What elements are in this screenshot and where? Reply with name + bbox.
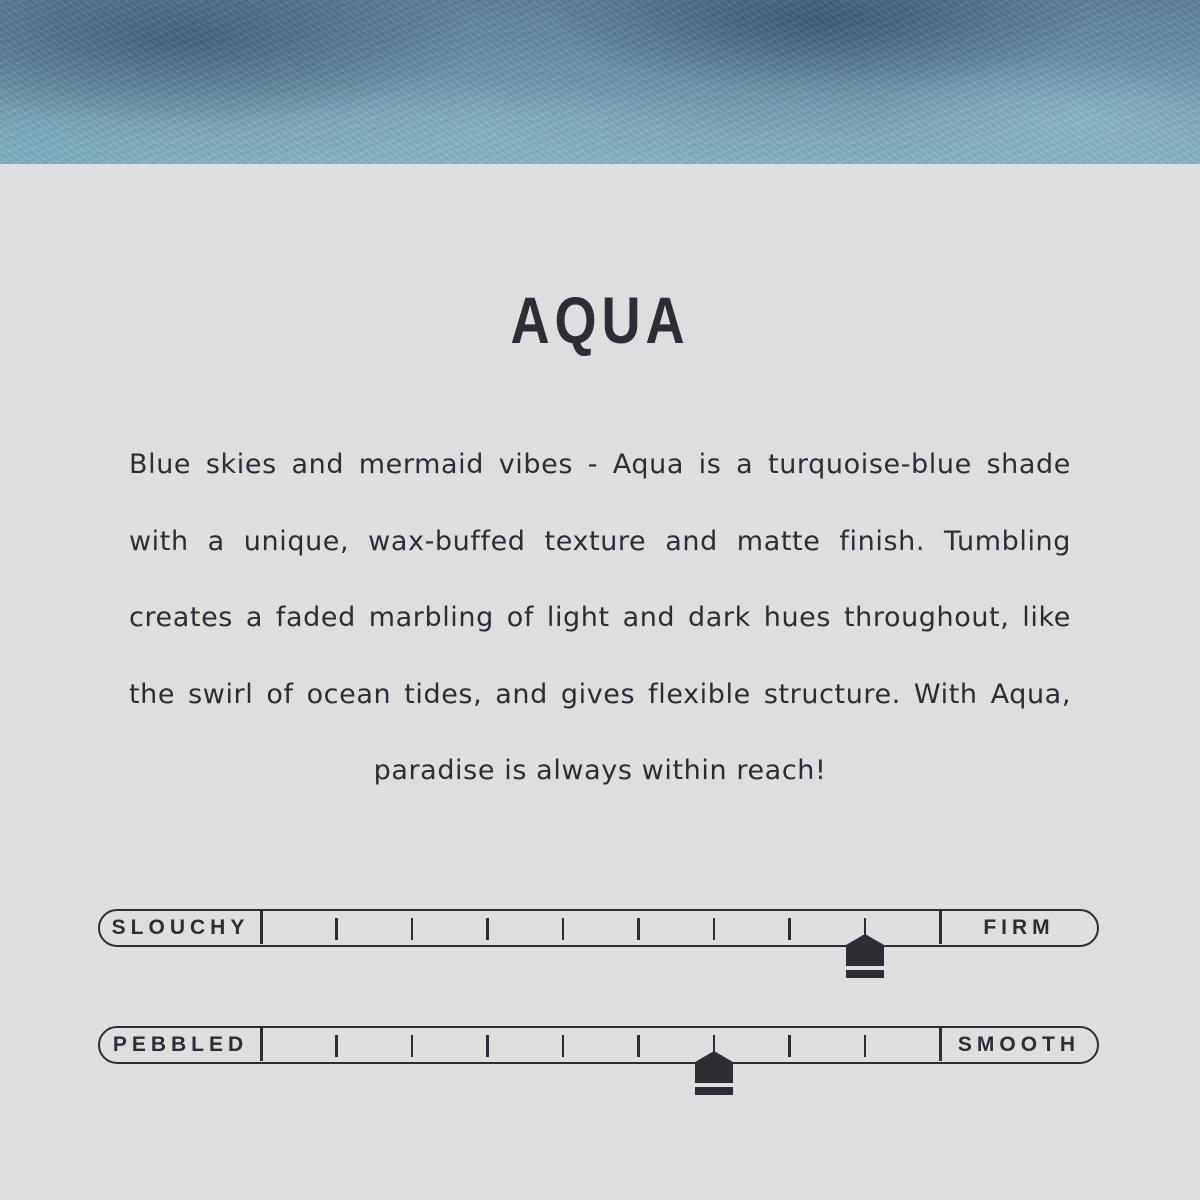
scale-tick xyxy=(335,918,338,940)
scale-left-label: SLOUCHY xyxy=(111,916,250,939)
scale-tick xyxy=(411,1035,414,1057)
scale-divider-right xyxy=(939,1028,942,1061)
scale-marker-icon xyxy=(694,1050,734,1096)
scale-tick xyxy=(788,918,791,940)
scale-tick xyxy=(637,1035,640,1057)
scale-tick xyxy=(486,1035,489,1057)
scale-divider-right xyxy=(939,911,942,944)
texture-scale xyxy=(98,1026,1099,1064)
firmness-scale xyxy=(98,909,1099,947)
scale-divider-left xyxy=(260,911,263,944)
scale-right-label: SMOOTH xyxy=(957,1033,1081,1056)
leather-texture-banner xyxy=(0,0,1200,164)
scale-left-label: PEBBLED xyxy=(112,1033,249,1056)
scale-tick xyxy=(562,1035,565,1057)
scale-tick xyxy=(637,918,640,940)
scale-tick xyxy=(486,918,489,940)
scale-tick xyxy=(788,1035,791,1057)
scale-right-label: FIRM xyxy=(983,916,1055,939)
page-title: AQUA xyxy=(510,283,690,357)
scale-divider-left xyxy=(260,1028,263,1061)
scale-tick xyxy=(411,918,414,940)
scale-marker-icon xyxy=(845,933,885,979)
scale-tick xyxy=(713,918,716,940)
scale-tick xyxy=(864,1035,867,1057)
scale-tick xyxy=(335,1035,338,1057)
description: Blue skies and mermaid vibes - Aqua is a turquoise-blue shade with a unique, wax-buffed texture and matte finish. Tumbling creates a faded marbling of light and dark hues throughout, like the swirl of ocean tides, and gives flexible structure. With Aqua, paradise is always within reach! xyxy=(129,449,1071,786)
scale-tick xyxy=(562,918,565,940)
